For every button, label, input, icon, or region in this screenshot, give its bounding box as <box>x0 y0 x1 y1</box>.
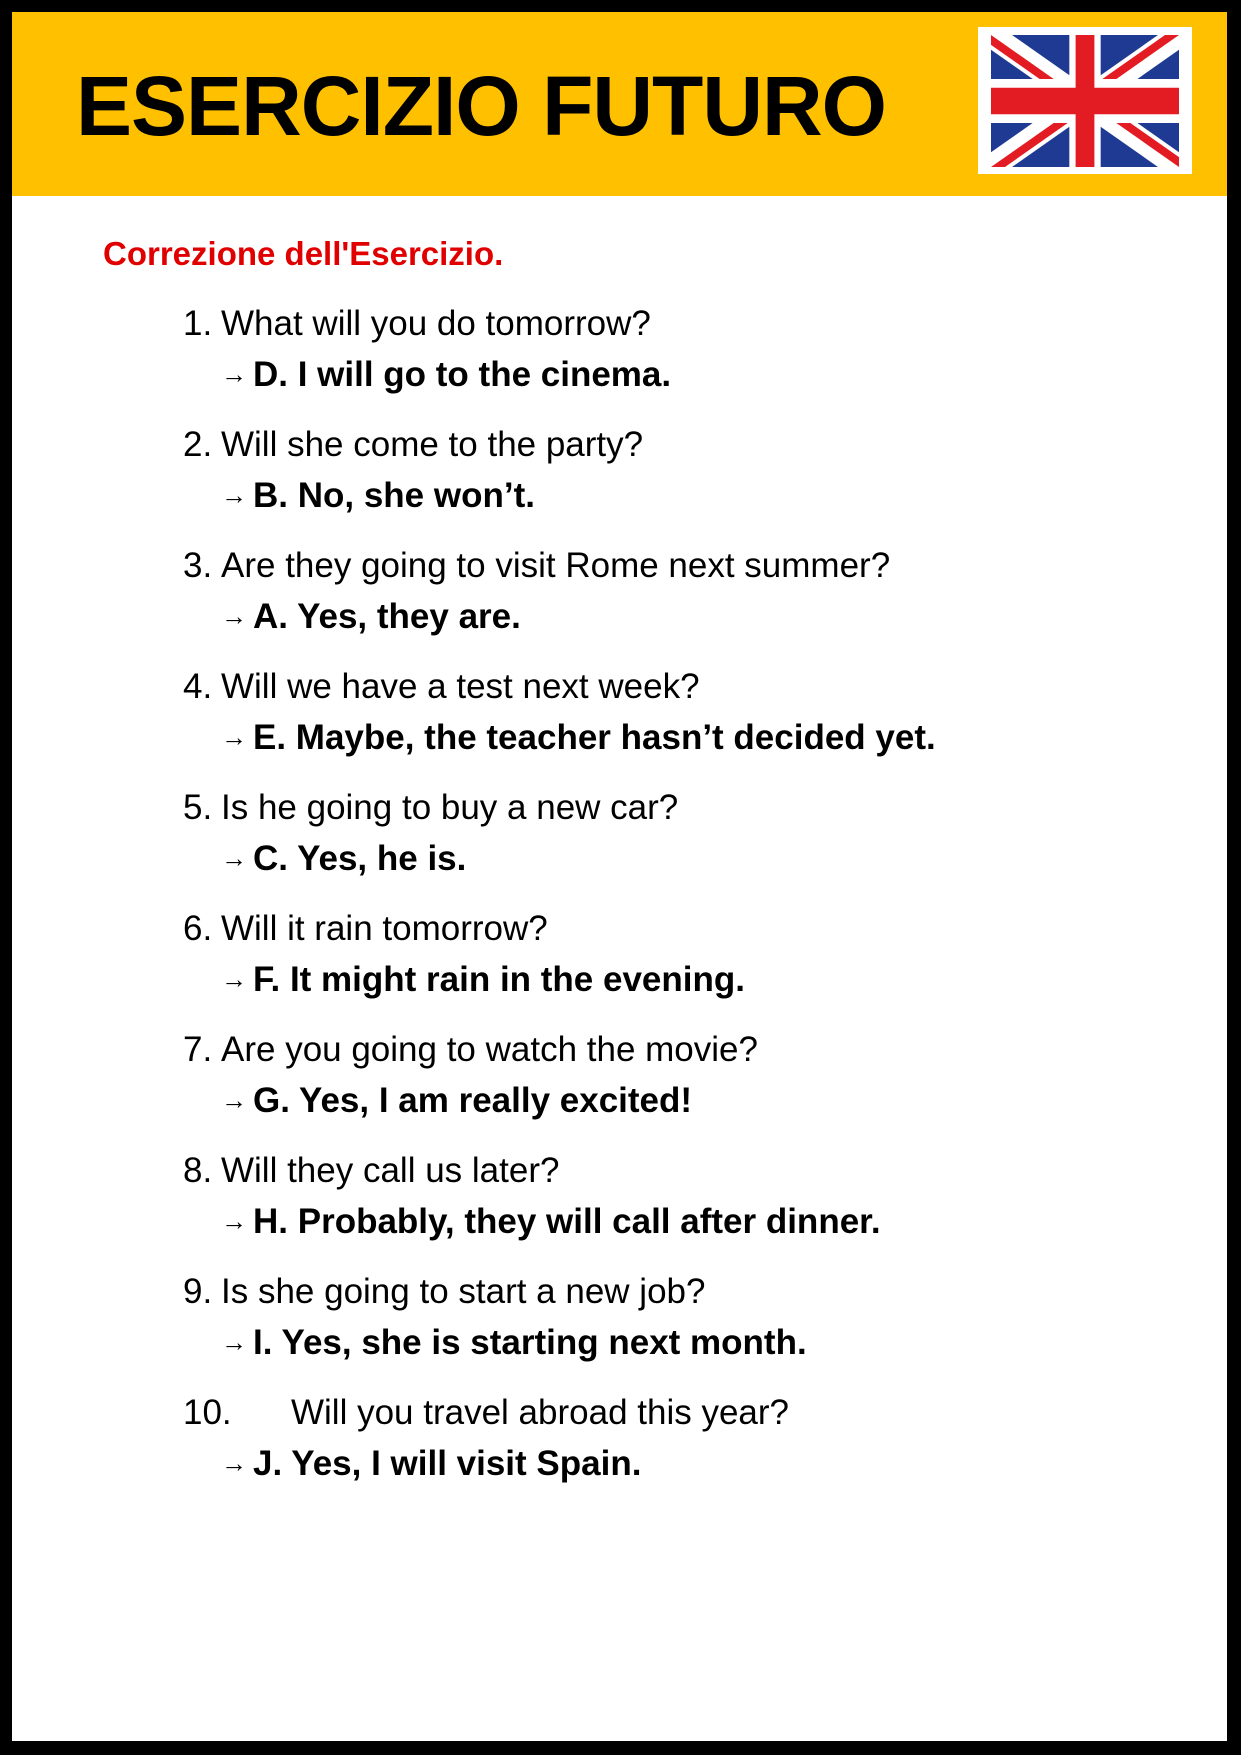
list-item <box>12 1392 1227 1513</box>
arrow-icon: → <box>221 964 247 994</box>
answer-line <box>221 595 521 641</box>
answer-text: B. No, she won’t. <box>253 476 535 515</box>
question-text: Is he going to buy a new car? <box>221 788 679 827</box>
question-text: Are they going to visit Rome next summer? <box>221 546 891 585</box>
question-number: 7. <box>183 1030 213 1069</box>
answer-text: F. It might rain in the evening. <box>253 960 745 999</box>
answer-line <box>221 837 466 883</box>
arrow-icon: → <box>221 1206 247 1236</box>
question-number: 1. <box>183 304 213 343</box>
list-item <box>12 1271 1227 1392</box>
arrow-icon: → <box>221 480 247 510</box>
question-line <box>183 666 700 708</box>
list-item <box>12 1150 1227 1271</box>
answer-text: H. Probably, they will call after dinner. <box>253 1202 881 1241</box>
list-item <box>12 787 1227 908</box>
qa-list <box>12 303 1227 1513</box>
question-line <box>183 1029 758 1071</box>
question-number: 6. <box>183 909 213 948</box>
question-text: Will we have a test next week? <box>221 667 700 706</box>
arrow-icon: → <box>221 601 247 631</box>
question-number: 8. <box>183 1151 213 1190</box>
answer-line <box>221 474 535 520</box>
question-line <box>183 545 890 587</box>
question-number: 4. <box>183 667 213 706</box>
answer-line <box>221 1079 692 1125</box>
answer-line <box>221 1321 807 1367</box>
question-number: 3. <box>183 546 213 585</box>
question-text: Will you travel abroad this year? <box>291 1393 789 1432</box>
arrow-icon: → <box>221 1448 247 1478</box>
answer-text: A. Yes, they are. <box>253 597 521 636</box>
flag-frame <box>978 27 1192 174</box>
list-item <box>12 666 1227 787</box>
answer-text: C. Yes, he is. <box>253 839 467 878</box>
question-text: What will you do tomorrow? <box>221 304 651 343</box>
answer-text: E. Maybe, the teacher hasn’t decided yet. <box>253 718 936 757</box>
arrow-icon: → <box>221 722 247 752</box>
list-item <box>12 545 1227 666</box>
arrow-icon: → <box>221 359 247 389</box>
question-number: 10. <box>183 1393 232 1432</box>
uk-flag-icon <box>991 35 1179 167</box>
correction-heading: Correzione dell'Esercizio. <box>103 235 504 272</box>
question-line <box>183 908 548 950</box>
page-title: ESERCIZIO FUTURO <box>76 59 887 153</box>
question-text: Will she come to the party? <box>221 425 644 464</box>
question-line <box>183 1271 705 1313</box>
arrow-icon: → <box>221 1327 247 1357</box>
answer-line <box>221 1200 881 1246</box>
answer-line <box>221 1442 641 1488</box>
list-item <box>12 1029 1227 1150</box>
list-item <box>12 908 1227 1029</box>
question-number: 2. <box>183 425 213 464</box>
worksheet <box>12 12 1227 1741</box>
question-text: Will they call us later? <box>221 1151 560 1190</box>
question-text: Will it rain tomorrow? <box>221 909 548 948</box>
answer-line <box>221 958 745 1004</box>
question-line <box>183 1392 789 1434</box>
question-text: Is she going to start a new job? <box>221 1272 706 1311</box>
answer-text: J. Yes, I will visit Spain. <box>253 1444 642 1483</box>
question-number: 9. <box>183 1272 213 1311</box>
arrow-icon: → <box>221 1085 247 1115</box>
question-line <box>183 1150 559 1192</box>
list-item <box>12 303 1227 424</box>
question-line <box>183 787 678 829</box>
answer-text: D. I will go to the cinema. <box>253 355 672 394</box>
list-item <box>12 424 1227 545</box>
answer-text: G. Yes, I am really excited! <box>253 1081 693 1120</box>
header-banner <box>12 12 1227 196</box>
question-line <box>183 303 651 345</box>
arrow-icon: → <box>221 843 247 873</box>
question-text: Are you going to watch the movie? <box>221 1030 758 1069</box>
answer-text: I. Yes, she is starting next month. <box>253 1323 807 1362</box>
answer-line <box>221 716 936 762</box>
answer-line <box>221 353 671 399</box>
question-line <box>183 424 643 466</box>
question-number: 5. <box>183 788 213 827</box>
